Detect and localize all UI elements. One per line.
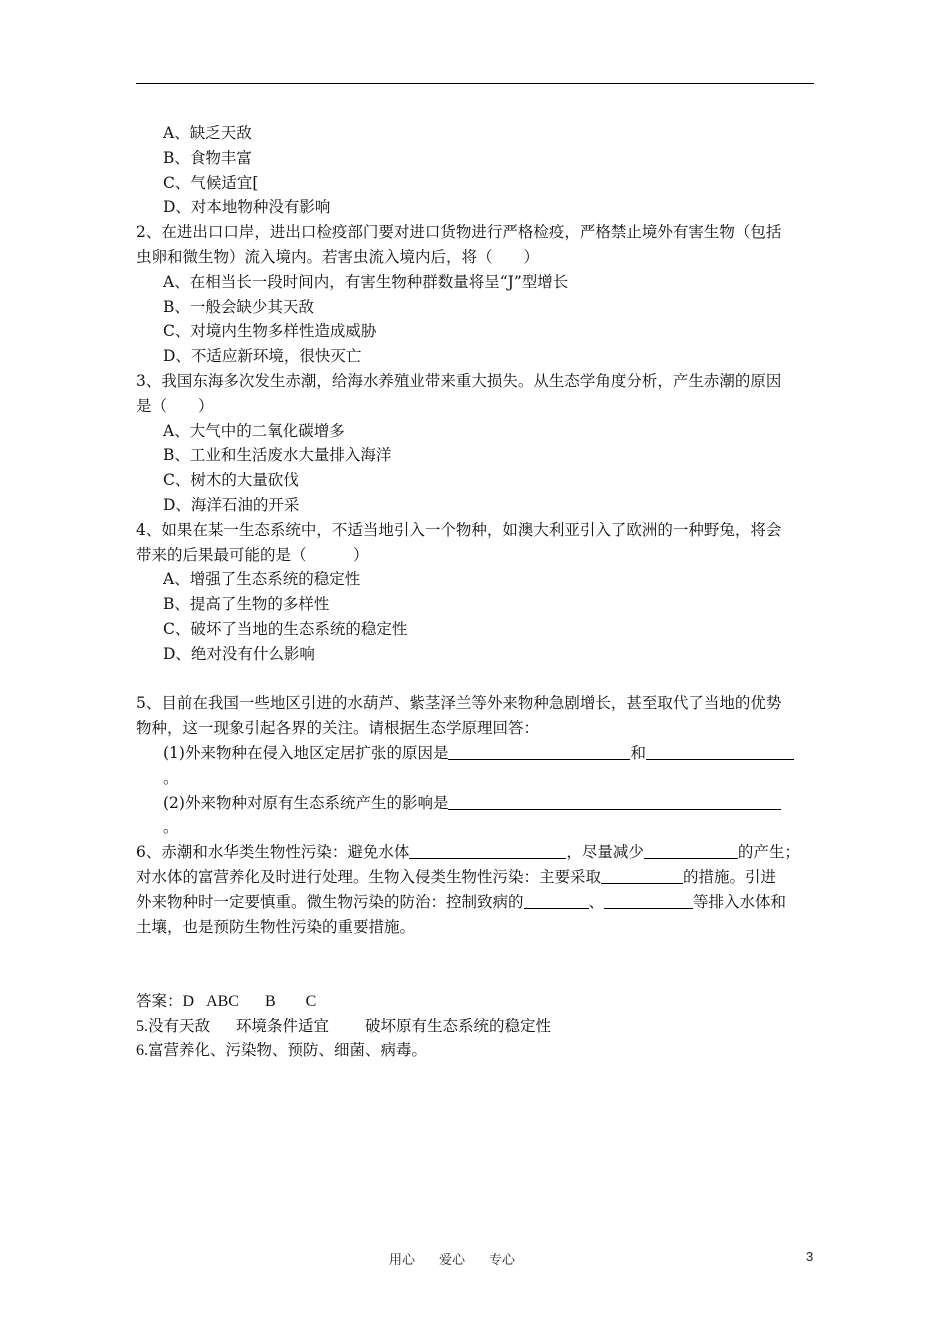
q6-l1-text-c: 的产生； xyxy=(737,843,800,862)
answer-5-number: 5. xyxy=(136,1017,148,1035)
q5-sub-question-2 xyxy=(136,791,816,816)
q6-l2-text-a: 对水体的富营养化及时进行处理。生物入侵类生物性污染：主要采取 xyxy=(136,867,602,886)
q1-option-d: D、对本地物种没有影响 xyxy=(163,198,331,217)
q6-l3-text-c: 等排入水体和 xyxy=(693,892,787,911)
q5-sub1-blank-1 xyxy=(448,743,630,760)
q4-option-c: C、破坏了当地的生态系统的稳定性 xyxy=(163,619,408,638)
answer-5-part-2: 环境条件适宜 xyxy=(236,1016,330,1035)
answer-4: C xyxy=(305,992,317,1010)
q6-blank-1 xyxy=(409,842,566,859)
q2-option-a: A、在相当长一段时间内，有害生物种群数量将呈“J”型增长 xyxy=(163,272,569,291)
q6-blank-4 xyxy=(524,892,589,909)
spacer xyxy=(136,667,816,692)
q2-option-b: B、一般会缺少其天敌 xyxy=(163,297,314,316)
q4-option-b: B、提高了生物的多样性 xyxy=(163,595,330,614)
q5-stem-line-1: 5、目前在我国一些地区引进的水葫芦、紫茎泽兰等外来物种急剧增长，甚至取代了当地的优势 xyxy=(136,694,782,713)
answers-label: 答案： xyxy=(136,991,183,1010)
q3-option-c: C、树木的大量砍伐 xyxy=(163,471,299,490)
answers-line-6 xyxy=(136,1038,816,1063)
q6-l3-text-a: 外来物种时一定要慎重。微生物污染的防治：控制致病的 xyxy=(136,892,524,911)
q6-blank-3 xyxy=(601,867,683,884)
q5-sub1-and: 和 xyxy=(630,743,646,762)
header-rule xyxy=(136,83,814,84)
q5-sub1-end: 。 xyxy=(163,768,179,787)
q3-option-b: B、工业和生活废水大量排入海洋 xyxy=(163,446,392,465)
q6-l2-text-b: 的措施。引进 xyxy=(683,867,777,886)
q6-l1-text-b: ，尽量减少 xyxy=(566,843,644,862)
q6-line-2 xyxy=(136,865,816,890)
footer-motto xyxy=(389,1249,539,1268)
answer-6-text: 富营养化、污染物、预防、细菌、病毒。 xyxy=(148,1041,428,1060)
q2-stem-line-2: 虫卵和微生物）流入境内。若害虫流入境内后，将（ ） xyxy=(136,247,540,266)
q5-sub2-blank xyxy=(448,793,781,810)
page-content xyxy=(136,121,816,1063)
q2-option-c: C、对境内生物多样性造成威胁 xyxy=(163,322,377,341)
q5-sub2-text: (2)外来物种对原有生态系统产生的影响是 xyxy=(163,793,449,812)
q6-l1-text-a: 6、赤潮和水华类生物性污染：避免水体 xyxy=(136,843,410,862)
q4-stem-line-2: 带来的后果最可能的是（ ） xyxy=(136,545,369,564)
q6-blank-5 xyxy=(604,892,693,909)
q1-option-b: B、食物丰富 xyxy=(163,148,252,167)
page-number: 3 xyxy=(806,1249,814,1264)
footer-word-3: 专心 xyxy=(489,1253,516,1268)
answer-3: B xyxy=(264,992,276,1010)
q1-option-a: A、缺乏天敌 xyxy=(163,124,252,142)
answer-2: ABC xyxy=(206,992,239,1010)
q5-sub1-text: (1)外来物种在侵入地区定居扩张的原因是 xyxy=(163,743,449,762)
answer-5-part-1: 没有天敌 xyxy=(148,1016,211,1035)
q3-option-d: D、海洋石油的开采 xyxy=(163,495,300,514)
q6-l3-text-b: 、 xyxy=(588,892,605,911)
spacer xyxy=(136,939,816,989)
q3-option-a: A、大气中的二氧化碳增多 xyxy=(163,421,345,440)
q6-line-1 xyxy=(136,840,816,865)
answer-1: D xyxy=(182,992,195,1010)
q6-blank-2 xyxy=(644,842,738,859)
q1-option-c: C、气候适宜[ xyxy=(163,173,259,192)
q5-sub1-blank-2 xyxy=(646,743,794,760)
q2-option-d: D、不适应新环境，很快灭亡 xyxy=(163,347,362,366)
q3-stem-line-2: 是（ ） xyxy=(136,396,214,415)
answer-6-number: 6. xyxy=(136,1042,148,1060)
answers-line-1 xyxy=(136,989,816,1014)
q6-line-4: 土壤，也是预防生物性污染的重要措施。 xyxy=(136,917,416,936)
footer-word-2: 爱心 xyxy=(439,1253,466,1268)
footer-word-1: 用心 xyxy=(389,1253,416,1268)
q4-option-d: D、绝对没有什么影响 xyxy=(163,644,315,663)
answer-5-part-3: 破坏原有生态系统的稳定性 xyxy=(365,1016,552,1035)
q5-sub2-end: 。 xyxy=(163,818,179,837)
q3-stem-line-1: 3、我国东海多次发生赤潮，给海水养殖业带来重大损失。从生态学角度分析，产生赤潮的原因 xyxy=(136,371,782,390)
answers-line-5 xyxy=(136,1014,816,1039)
q2-stem-line-1: 2、在进出口口岸，进出口检疫部门要对进口货物进行严格检疫，严格禁止境外有害生物（包括 xyxy=(136,223,782,242)
q6-line-3 xyxy=(136,890,816,915)
q4-option-a: A、增强了生态系统的稳定性 xyxy=(163,570,361,589)
q5-sub-question-1 xyxy=(136,741,816,766)
q4-stem-line-1: 4、如果在某一生态系统中，不适当地引入一个物种，如澳大利亚引入了欧洲的一种野兔，将会 xyxy=(136,520,782,539)
q5-stem-line-2: 物种，这一现象引起各界的关注。请根据生态学原理回答： xyxy=(136,719,540,738)
